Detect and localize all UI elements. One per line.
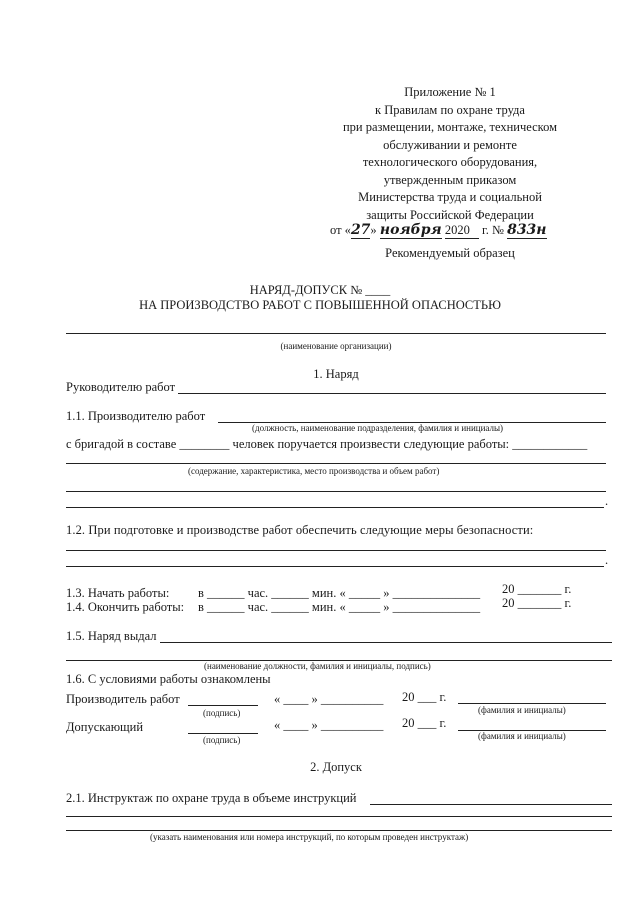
section2-heading: 2. Допуск [310, 760, 362, 774]
appendix-line: Приложение № 1 [404, 85, 496, 99]
recommended-sample: Рекомендуемый образец [385, 246, 515, 260]
appendix-line: обслуживании и ремонте [383, 137, 517, 152]
start-time-fill: в ______ час. ______ мин. « _____ » ______________ [198, 586, 481, 600]
manager-line [178, 393, 606, 394]
order-number: 833н [507, 222, 547, 238]
issued-caption: (наименование должности, фамилия и инициалы, подпись) [204, 661, 431, 671]
producer2-name-caption: (фамилия и инициалы) [478, 705, 566, 715]
appendix-line: при размещении, монтаже, техническом [342, 120, 558, 134]
safety-line-2 [66, 566, 604, 567]
works-line-1 [66, 463, 606, 464]
order-month: ноября [379, 222, 442, 238]
appendix-line: к Правилам по охране труда [375, 102, 525, 117]
appendix-line: Министерства труда и социальной [358, 190, 542, 204]
instruction-line-3 [66, 830, 612, 831]
instruction-caption: (указать наименования или номера инструкций, по которым проведен инструктаж) [150, 832, 469, 842]
manager-label: Руководителю работ [66, 380, 176, 394]
title-line-1: НАРЯД-ДОПУСК № ____ [249, 283, 391, 297]
appendix-line: технологического оборудования, [362, 155, 538, 169]
safety-label: 1.2. При подготовке и производстве работ обеспечить следующие меры безопасности: [66, 523, 534, 537]
producer2-name-line [458, 703, 606, 704]
admitter-signature-line [188, 733, 258, 734]
end-label: 1.4. Окончить работы: [66, 600, 185, 614]
issued-label: 1.5. Наряд выдал [66, 629, 157, 643]
start-year-fill: 20 _______ г. [502, 582, 572, 596]
safety-end-dot: . [605, 553, 609, 567]
appendix-line: защиты Российской Федерации [366, 207, 534, 222]
admitter-label: Допускающий [66, 720, 144, 734]
end-year-fill: 20 _______ г. [502, 596, 572, 610]
issued-line-1 [160, 642, 612, 643]
order-date-line [330, 222, 547, 242]
works-end-dot: . [605, 494, 609, 508]
order-year-suffix: г. № [482, 223, 504, 237]
title-line-2: НА ПРОИЗВОДСТВО РАБОТ С ПОВЫШЕННОЙ ОПАСНОСТЬЮ [139, 298, 501, 312]
acquainted-label: 1.6. С условиями работы ознакомлены [66, 672, 271, 686]
appendix-block [300, 84, 600, 224]
admitter-year-fill: 20 ___ г. [402, 716, 447, 730]
safety-line-1 [66, 550, 606, 551]
instruction-label: 2.1. Инструктаж по охране труда в объеме инструкций [66, 791, 357, 805]
works-line-3 [66, 507, 604, 508]
instruction-line-1 [370, 804, 612, 805]
producer2-year-fill: 20 ___ г. [402, 690, 447, 704]
date-prefix: от « [330, 223, 351, 237]
brigade-label: с бригадой в составе ________ человек поручается произвести следующие работы: ____________ [66, 437, 588, 451]
org-caption: (наименование организации) [280, 341, 392, 351]
instruction-line-2 [66, 816, 612, 817]
org-line [66, 333, 606, 334]
admitter-name-caption: (фамилия и инициалы) [478, 731, 566, 741]
end-time-fill: в ______ час. ______ мин. « _____ » ______________ [198, 600, 481, 614]
order-day: 27 [350, 222, 371, 238]
works-caption: (содержание, характеристика, место производства и объем работ) [188, 466, 440, 476]
producer2-label: Производитель работ [66, 692, 180, 706]
start-label: 1.3. Начать работы: [66, 586, 170, 600]
admitter-signature-caption: (подпись) [203, 735, 241, 745]
section1-heading: 1. Наряд [313, 367, 359, 381]
works-line-2 [66, 491, 606, 492]
producer2-signature-line [188, 705, 258, 706]
producer2-date-fill: « ____ » __________ [274, 692, 384, 706]
producer2-signature-caption: (подпись) [203, 708, 241, 718]
quote-close: » [370, 223, 377, 237]
producer-caption: (должность, наименование подразделения, фамилия и инициалы) [252, 423, 504, 433]
appendix-line: утвержденным приказом [383, 172, 517, 187]
order-year: 2020 [445, 223, 479, 239]
admitter-date-fill: « ____ » __________ [274, 718, 384, 732]
producer-label: 1.1. Производителю работ [66, 409, 206, 423]
